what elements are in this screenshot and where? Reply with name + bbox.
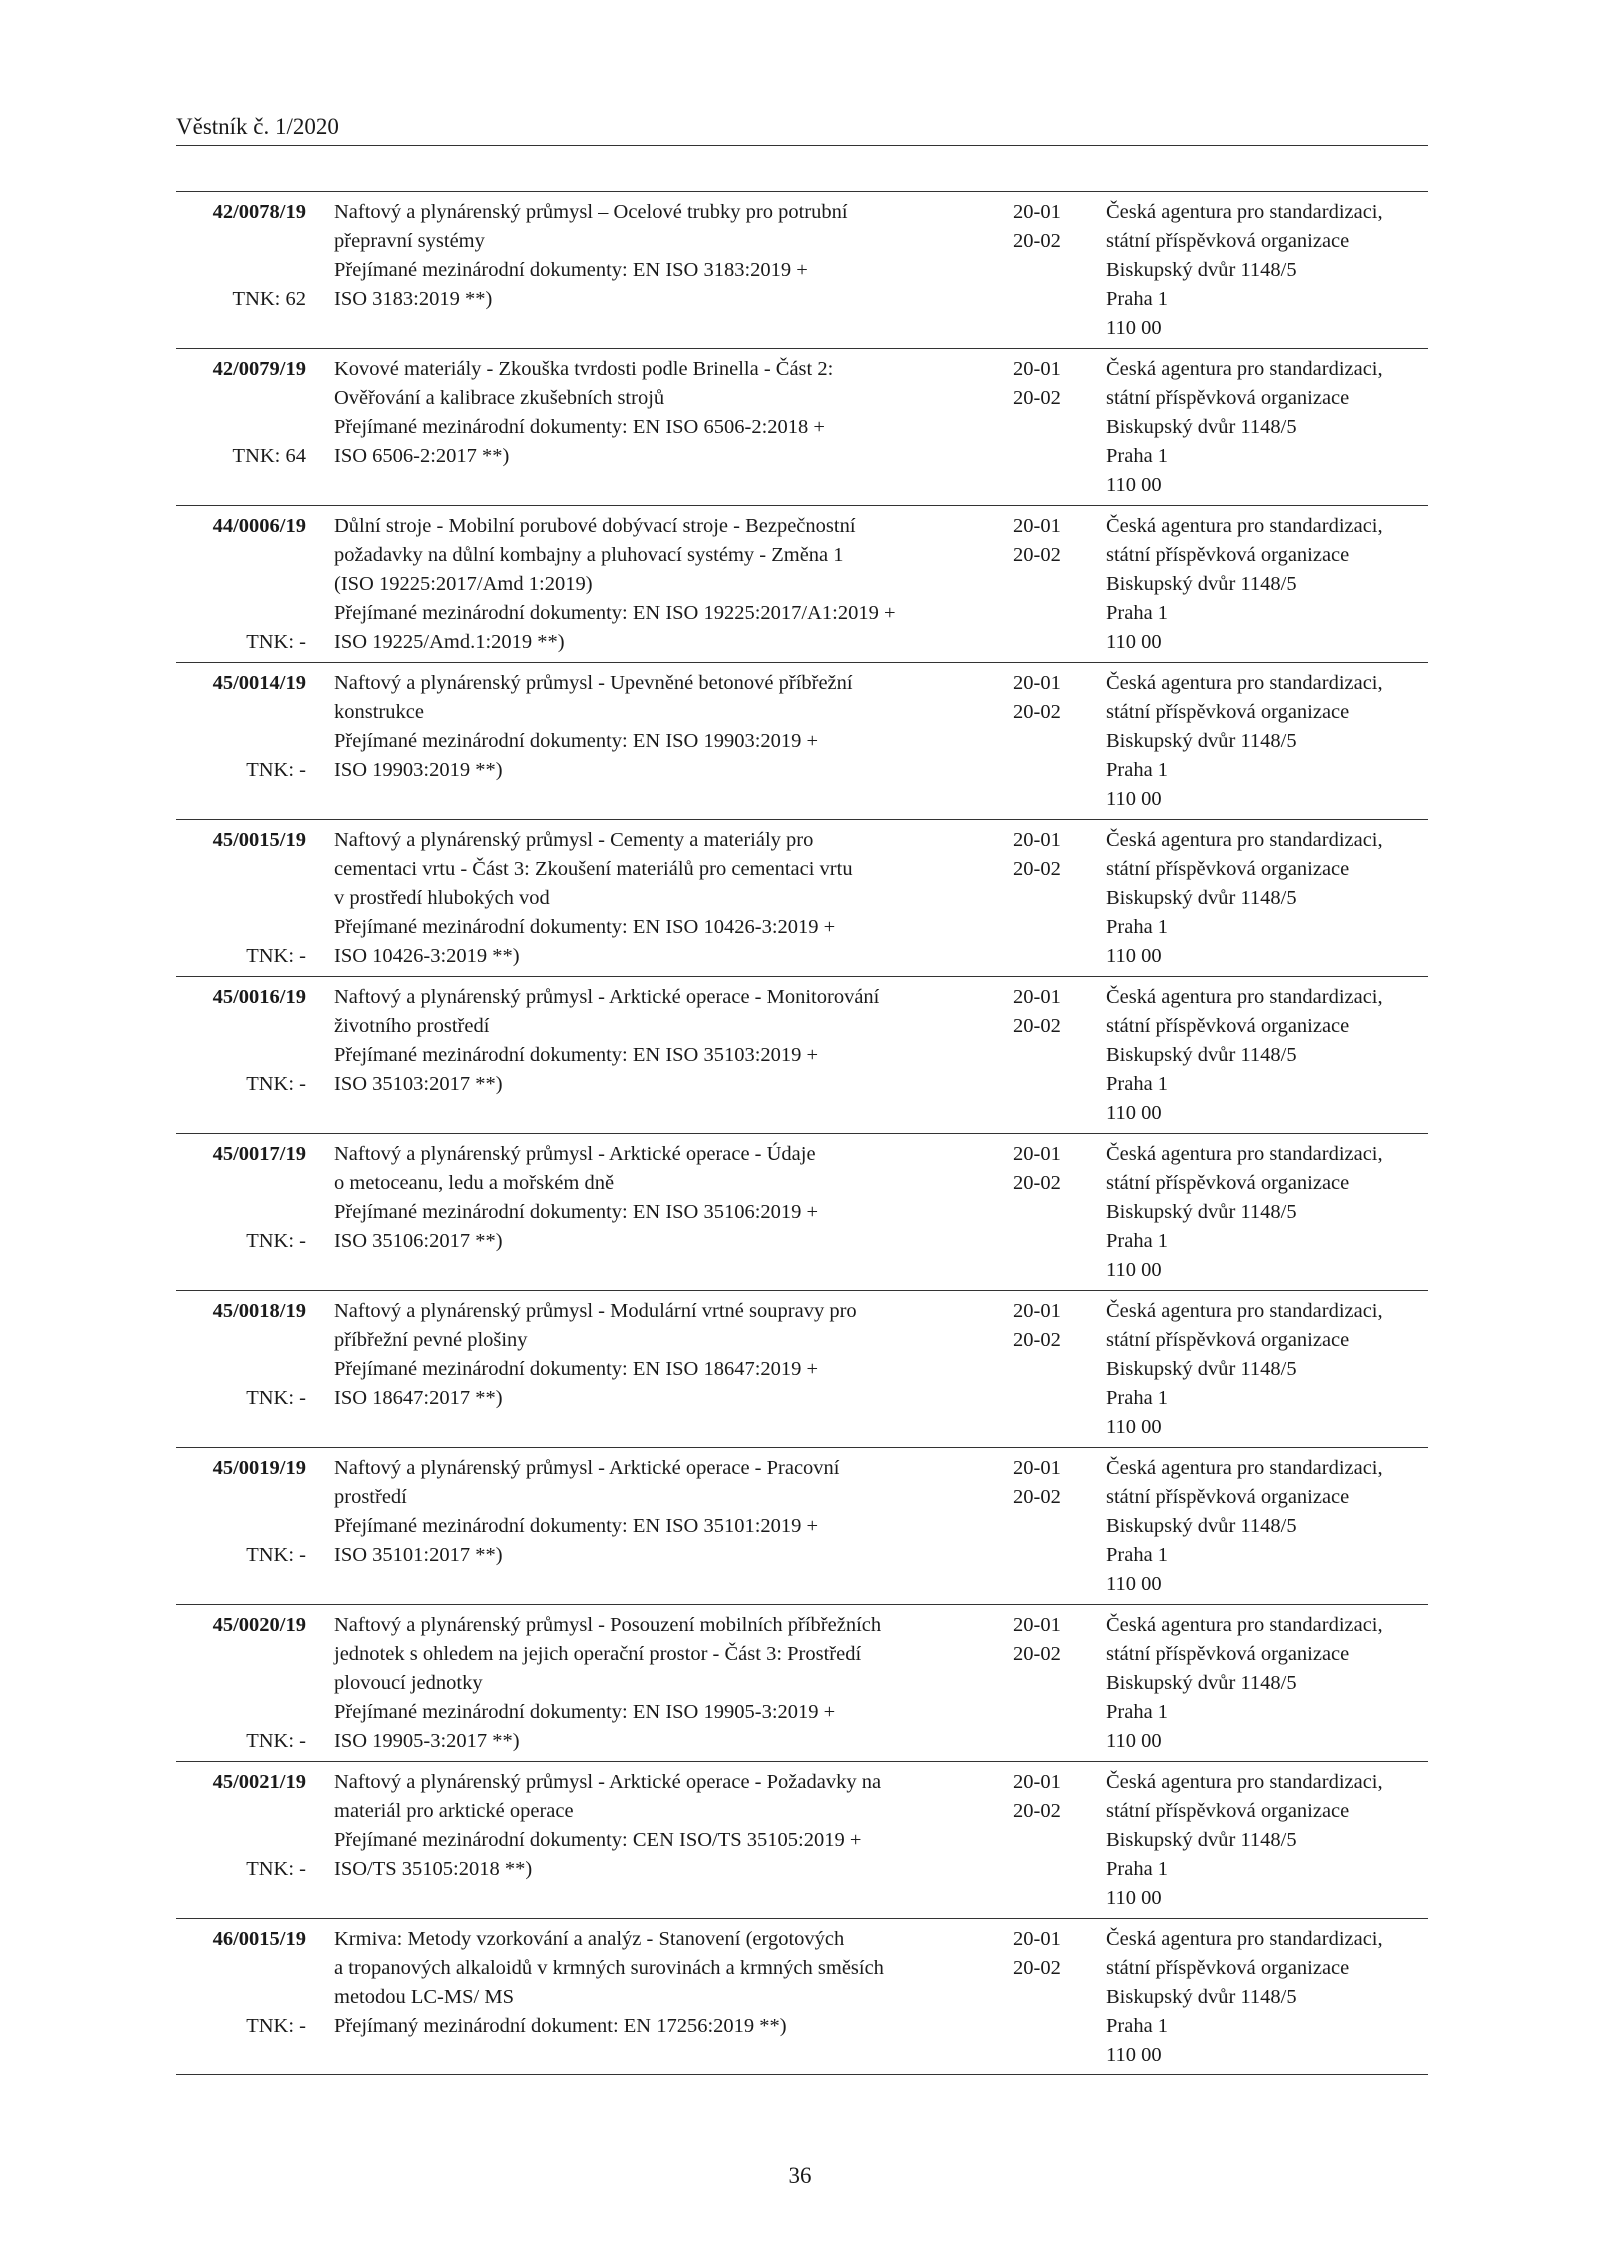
organization-line: 110 00 [1106,788,1162,810]
class-code: 20-01 [1013,829,1061,851]
entry-title-line: konstrukce [334,701,424,723]
entry-title-line: příbřežní pevné plošiny [334,1329,528,1351]
organization-line: Praha 1 [1106,288,1169,310]
standard-entry [176,348,1428,505]
entry-tnk: TNK: 64 [232,445,306,467]
entry-title-line: plovoucí jednotky [334,1672,483,1694]
standard-entry [176,1447,1428,1604]
organization-line: 110 00 [1106,1573,1162,1595]
entry-code: 45/0018/19 [212,1300,306,1322]
entry-title-line: Přejímané mezinárodní dokumenty: CEN ISO/TS 35105:2019 + [334,1829,862,1851]
organization-line: Biskupský dvůr 1148/5 [1106,1986,1297,2008]
organization-line: Praha 1 [1106,1858,1169,1880]
entry-organization [1106,1297,1446,1442]
entry-id-column [176,355,306,500]
entry-class-codes [1013,1611,1093,1669]
organization-line: Česká agentura pro standardizaci, [1106,672,1383,694]
entry-title-line: požadavky na důlní kombajny a pluhovací systémy - Změna 1 [334,544,844,566]
entry-title-line: Naftový a plynárenský průmysl - Posouzení mobilních příbřežních [334,1614,882,1636]
entry-title-line: Přejímané mezinárodní dokumenty: EN ISO 18647:2019 + [334,1358,819,1380]
organization-line: 110 00 [1106,1730,1162,1752]
class-code: 20-01 [1013,358,1061,380]
organization-line: Praha 1 [1106,1387,1169,1409]
organization-line: státní příspěvková organizace [1106,1486,1350,1508]
organization-line: státní příspěvková organizace [1106,1800,1350,1822]
entry-id-column [176,1611,306,1756]
class-code: 20-01 [1013,515,1061,537]
entry-organization [1106,355,1446,500]
entry-class-codes [1013,355,1093,413]
entry-tnk: TNK: - [246,759,306,781]
standard-entry [176,976,1428,1133]
class-code: 20-01 [1013,1614,1061,1636]
entry-title [334,1768,1014,1884]
entry-organization [1106,1925,1446,2070]
entry-title-line: metodou LC-MS/ MS [334,1986,514,2008]
entry-title-line: Přejímané mezinárodní dokumenty: EN ISO 19905-3:2019 + [334,1701,836,1723]
entry-title-line: Naftový a plynárenský průmysl - Modulární vrtné soupravy pro [334,1300,857,1322]
organization-line: Biskupský dvůr 1148/5 [1106,1044,1297,1066]
organization-line: Biskupský dvůr 1148/5 [1106,1672,1297,1694]
organization-line: Biskupský dvůr 1148/5 [1106,730,1297,752]
entry-tnk: TNK: - [246,1073,306,1095]
entry-title-line: prostředí [334,1486,407,1508]
organization-line: Biskupský dvůr 1148/5 [1106,416,1297,438]
entry-id-column [176,983,306,1128]
organization-line: Praha 1 [1106,1230,1169,1252]
organization-line: státní příspěvková organizace [1106,1172,1350,1194]
entry-organization [1106,512,1446,657]
entry-title [334,1454,1014,1570]
entry-organization [1106,1454,1446,1599]
organization-line: 110 00 [1106,2044,1162,2066]
entry-tnk: TNK: - [246,1387,306,1409]
standard-entry [176,1604,1428,1761]
organization-line: Česká agentura pro standardizaci, [1106,1457,1383,1479]
class-code: 20-01 [1013,1457,1061,1479]
organization-line: Praha 1 [1106,1701,1169,1723]
entry-tnk: TNK: - [246,2015,306,2037]
organization-line: Praha 1 [1106,1073,1169,1095]
class-code: 20-02 [1013,1643,1061,1665]
class-code: 20-02 [1013,1329,1061,1351]
organization-line: 110 00 [1106,945,1162,967]
organization-line: Česká agentura pro standardizaci, [1106,201,1383,223]
organization-line: Biskupský dvůr 1148/5 [1106,259,1297,281]
entry-title-line: jednotek s ohledem na jejich operační prostor - Část 3: Prostředí [334,1643,862,1665]
organization-line: Česká agentura pro standardizaci, [1106,1300,1383,1322]
entry-title-line: Přejímané mezinárodní dokumenty: EN ISO 35103:2019 + [334,1044,819,1066]
standard-entry [176,1290,1428,1447]
entry-code: 42/0079/19 [212,358,306,380]
class-code: 20-01 [1013,1300,1061,1322]
organization-line: Biskupský dvůr 1148/5 [1106,573,1297,595]
entry-title [334,826,1014,971]
entry-title-line: ISO 18647:2017 **) [334,1387,503,1409]
entry-title [334,669,1014,785]
organization-line: státní příspěvková organizace [1106,858,1350,880]
organization-line: Česká agentura pro standardizaci, [1106,986,1383,1008]
entry-title-line: v prostředí hlubokých vod [334,887,550,909]
page-number: 36 [788,2163,812,2188]
organization-line: státní příspěvková organizace [1106,230,1350,252]
entry-organization [1106,198,1446,343]
entry-title-line: ISO 10426-3:2019 **) [334,945,520,967]
standard-entry [176,1761,1428,1918]
entry-organization [1106,1140,1446,1285]
entry-title-line: Kovové materiály - Zkouška tvrdosti podle Brinella - Část 2: [334,358,834,380]
class-code: 20-01 [1013,986,1061,1008]
organization-line: státní příspěvková organizace [1106,387,1350,409]
entry-title-line: ISO 19903:2019 **) [334,759,503,781]
organization-line: státní příspěvková organizace [1106,701,1350,723]
entry-title-line: Přejímané mezinárodní dokumenty: EN ISO 19903:2019 + [334,730,819,752]
entry-title-line: ISO 35106:2017 **) [334,1230,503,1252]
entry-id-column [176,1925,306,2070]
class-code: 20-01 [1013,1771,1061,1793]
entry-title-line: Naftový a plynárenský průmysl – Ocelové trubky pro potrubní [334,201,848,223]
entry-title [334,1297,1014,1413]
entry-title-line: Přejímané mezinárodní dokumenty: EN ISO 35101:2019 + [334,1515,819,1537]
entry-title-line: Přejímané mezinárodní dokumenty: EN ISO 6506-2:2018 + [334,416,825,438]
entry-title-line: Přejímané mezinárodní dokumenty: EN ISO 10426-3:2019 + [334,916,836,938]
entry-title [334,198,1014,314]
entry-tnk: TNK: - [246,1730,306,1752]
entry-title [334,355,1014,471]
entry-organization [1106,983,1446,1128]
organization-line: Česká agentura pro standardizaci, [1106,515,1383,537]
organization-line: Biskupský dvůr 1148/5 [1106,1201,1297,1223]
organization-line: státní příspěvková organizace [1106,1643,1350,1665]
entry-title-line: Přejímané mezinárodní dokumenty: EN ISO 19225:2017/A1:2019 + [334,602,896,624]
entry-tnk: TNK: - [246,1544,306,1566]
class-code: 20-02 [1013,1800,1061,1822]
class-code: 20-01 [1013,1143,1061,1165]
organization-line: 110 00 [1106,1259,1162,1281]
entry-title-line: Přejímané mezinárodní dokumenty: EN ISO 3183:2019 + [334,259,808,281]
organization-line: Praha 1 [1106,916,1169,938]
entry-class-codes [1013,669,1093,727]
entry-organization [1106,826,1446,971]
entry-title [334,512,1014,657]
entry-id-column [176,198,306,343]
organization-line: Praha 1 [1106,445,1169,467]
organization-line: Biskupský dvůr 1148/5 [1106,1515,1297,1537]
entry-tnk: TNK: 62 [232,288,306,310]
organization-line: Česká agentura pro standardizaci, [1106,1928,1383,1950]
entry-title-line: (ISO 19225:2017/Amd 1:2019) [334,573,593,595]
entry-title-line: Naftový a plynárenský průmysl - Arktické operace - Požadavky na [334,1771,882,1793]
entry-title [334,1611,1014,1756]
organization-line: Česká agentura pro standardizaci, [1106,1771,1383,1793]
entry-id-column [176,669,306,814]
standard-entry [176,819,1428,976]
organization-line: Česká agentura pro standardizaci, [1106,1614,1383,1636]
organization-line: Praha 1 [1106,602,1169,624]
entry-code: 45/0019/19 [212,1457,306,1479]
entry-code: 45/0015/19 [212,829,306,851]
entry-code: 45/0014/19 [212,672,306,694]
organization-line: státní příspěvková organizace [1106,1329,1350,1351]
class-code: 20-02 [1013,1172,1061,1194]
organization-line: Biskupský dvůr 1148/5 [1106,1829,1297,1851]
organization-line: 110 00 [1106,1416,1162,1438]
entry-class-codes [1013,1297,1093,1355]
entry-title-line: životního prostředí [334,1015,490,1037]
entry-title-line: Naftový a plynárenský průmysl - Cementy a materiály pro [334,829,814,851]
entry-title-line: materiál pro arktické operace [334,1800,574,1822]
entry-title-line: Ověřování a kalibrace zkušebních strojů [334,387,665,409]
entry-title [334,1140,1014,1256]
entry-title-line: Naftový a plynárenský průmysl - Arktické operace - Údaje [334,1143,816,1165]
standard-entry [176,1133,1428,1290]
entry-title-line: Přejímaný mezinárodní dokument: EN 17256:2019 **) [334,2015,787,2037]
entry-title-line: Přejímané mezinárodní dokumenty: EN ISO 35106:2019 + [334,1201,819,1223]
entry-code: 46/0015/19 [212,1928,306,1950]
entry-title-line: ISO 19225/Amd.1:2019 **) [334,631,565,653]
entry-title-line: Krmiva: Metody vzorkování a analýz - Stanovení (ergotových [334,1928,845,1950]
entry-title-line: a tropanových alkaloidů v krmných surovinách a krmných směsích [334,1957,884,1979]
class-code: 20-02 [1013,1957,1061,1979]
standard-entry [176,1918,1428,2075]
entry-title-line: ISO 19905-3:2017 **) [334,1730,520,1752]
organization-line: Praha 1 [1106,759,1169,781]
entry-id-column [176,512,306,657]
entry-title-line: Naftový a plynárenský průmysl - Arktické operace - Pracovní [334,1457,840,1479]
class-code: 20-01 [1013,201,1061,223]
standards-list [176,191,1428,2075]
class-code: 20-01 [1013,672,1061,694]
entry-id-column [176,1454,306,1599]
class-code: 20-02 [1013,230,1061,252]
entry-title-line: ISO 6506-2:2017 **) [334,445,510,467]
organization-line: 110 00 [1106,1102,1162,1124]
entry-class-codes [1013,512,1093,570]
organization-line: státní příspěvková organizace [1106,1015,1350,1037]
header-divider [176,145,1428,146]
organization-line: Česká agentura pro standardizaci, [1106,358,1383,380]
class-code: 20-02 [1013,387,1061,409]
organization-line: Praha 1 [1106,1544,1169,1566]
entry-code: 42/0078/19 [212,201,306,223]
class-code: 20-02 [1013,1486,1061,1508]
entry-title [334,983,1014,1099]
entry-tnk: TNK: - [246,1858,306,1880]
standard-entry [176,505,1428,662]
entry-code: 45/0021/19 [212,1771,306,1793]
entry-class-codes [1013,1925,1093,1983]
organization-line: 110 00 [1106,631,1162,653]
class-code: 20-01 [1013,1928,1061,1950]
entry-title-line: ISO 35103:2017 **) [334,1073,503,1095]
organization-line: 110 00 [1106,317,1162,339]
class-code: 20-02 [1013,1015,1061,1037]
entry-id-column [176,1768,306,1913]
entry-code: 44/0006/19 [212,515,306,537]
entry-class-codes [1013,1140,1093,1198]
entry-title-line: cementaci vrtu - Část 3: Zkoušení materiálů pro cementaci vrtu [334,858,853,880]
organization-line: Biskupský dvůr 1148/5 [1106,887,1297,909]
entry-tnk: TNK: - [246,945,306,967]
organization-line: Biskupský dvůr 1148/5 [1106,1358,1297,1380]
entry-tnk: TNK: - [246,631,306,653]
entry-title-line: přepravní systémy [334,230,485,252]
entry-title-line: ISO 3183:2019 **) [334,288,493,310]
entry-tnk: TNK: - [246,1230,306,1252]
entry-id-column [176,1140,306,1285]
entry-class-codes [1013,1768,1093,1826]
entry-id-column [176,1297,306,1442]
standard-entry [176,191,1428,348]
entry-class-codes [1013,1454,1093,1512]
organization-line: státní příspěvková organizace [1106,1957,1350,1979]
class-code: 20-02 [1013,858,1061,880]
entry-id-column [176,826,306,971]
entry-organization [1106,1611,1446,1756]
organization-line: Česká agentura pro standardizaci, [1106,829,1383,851]
entry-title-line: ISO 35101:2017 **) [334,1544,503,1566]
entry-code: 45/0016/19 [212,986,306,1008]
organization-line: 110 00 [1106,1887,1162,1909]
entry-class-codes [1013,826,1093,884]
standard-entry [176,662,1428,819]
entry-code: 45/0020/19 [212,1614,306,1636]
entry-class-codes [1013,983,1093,1041]
organization-line: státní příspěvková organizace [1106,544,1350,566]
organization-line: Česká agentura pro standardizaci, [1106,1143,1383,1165]
class-code: 20-02 [1013,544,1061,566]
organization-line: Praha 1 [1106,2015,1169,2037]
entry-title [334,1925,1014,2041]
class-code: 20-02 [1013,701,1061,723]
entry-organization [1106,1768,1446,1913]
entry-title-line: Důlní stroje - Mobilní porubové dobývací stroje - Bezpečnostní [334,515,856,537]
entry-organization [1106,669,1446,814]
entry-title-line: ISO/TS 35105:2018 **) [334,1858,533,1880]
entry-title-line: Naftový a plynárenský průmysl - Arktické operace - Monitorování [334,986,880,1008]
entry-title-line: Naftový a plynárenský průmysl - Upevněné betonové příbřežní [334,672,853,694]
entry-code: 45/0017/19 [212,1143,306,1165]
entry-class-codes [1013,198,1093,256]
organization-line: 110 00 [1106,474,1162,496]
entry-title-line: o metoceanu, ledu a mořském dně [334,1172,615,1194]
page-header-title: Věstník č. 1/2020 [176,114,339,139]
